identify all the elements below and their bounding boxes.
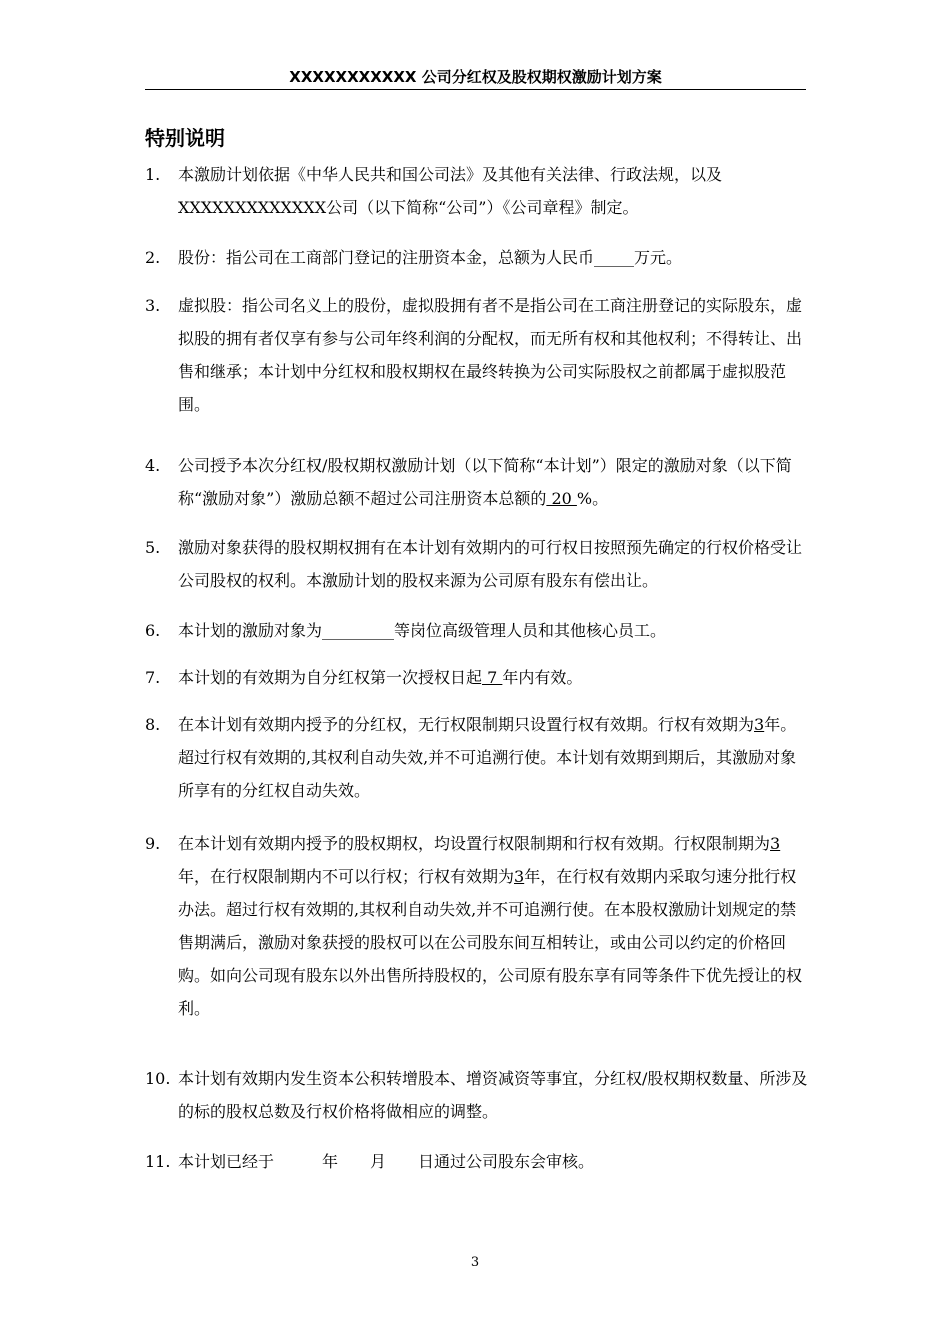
item-number: 7. bbox=[145, 668, 161, 687]
item-number: 2. bbox=[145, 248, 161, 267]
item-text: 等岗位高级管理人员和其他核心员工。 bbox=[394, 621, 667, 640]
page-header: XXXXXXXXXXX 公司分红权及股权期权激励计划方案 bbox=[289, 68, 662, 86]
filled-value: 3 bbox=[770, 834, 781, 853]
list-item-7 bbox=[145, 661, 810, 694]
item-number: 8. bbox=[145, 715, 161, 734]
filled-value: 20 bbox=[546, 489, 577, 508]
item-text: 在本计划有效期内授予的分红权，无行权限制期只设置行权有效期。行权有效期为 bbox=[178, 715, 755, 734]
item-text: 虚拟股：指公司名义上的股份，虚拟股拥有者不是指公司在工商注册登记的实际股东，虚拟股的拥有者仅享有参与公司年终利润的分配权，而无所有权和其他权利；不得转让、出售和继承；本计划中分红权和股权期权在最终转换为公司实际股权之前都属于虚拟股范围。 bbox=[178, 296, 803, 414]
item-number: 6. bbox=[145, 621, 161, 640]
item-number: 1. bbox=[145, 165, 161, 184]
item-text: 年。超过行权有效期的,其权利自动失效,并不可追溯行使。本计划有效期到期后，其激励对象所享有的分红权自动失效。 bbox=[178, 715, 797, 800]
item-text: 本激励计划依据《中华人民共和国公司法》及其他有关法律、行政法规，以及 XXXXXXXXXXXXX公司（以下简称“公司”）《公司章程》制定。 bbox=[178, 165, 723, 217]
item-text: 年内有效。 bbox=[502, 668, 583, 687]
list-item-6 bbox=[145, 614, 810, 647]
filled-value: 3 bbox=[514, 867, 525, 886]
item-number: 4. bbox=[145, 456, 161, 475]
item-number: 5. bbox=[145, 538, 161, 557]
item-number: 10. bbox=[145, 1069, 171, 1088]
item-text: 本计划有效期内发生资本公积转增股本、增资减资等事宜，分红权/股权期权数量、所涉及的标的股权总数及行权价格将做相应的调整。 bbox=[178, 1069, 808, 1121]
item-number: 11. bbox=[145, 1152, 171, 1171]
fill-in-blank: _____ bbox=[594, 248, 635, 267]
filled-value: 7 bbox=[482, 668, 503, 687]
list-item-4 bbox=[145, 449, 810, 515]
item-text: 本计划的有效期为自分红权第一次授权日起 bbox=[178, 668, 483, 687]
list-item-2 bbox=[145, 241, 810, 274]
item-text: 年，在行权限制期内不可以行权；行权有效期为 bbox=[178, 867, 515, 886]
item-text: 在本计划有效期内授予的股权期权，均设置行权限制期和行权有效期。行权限制期为 bbox=[178, 834, 771, 853]
item-text: 股份：指公司在工商部门登记的注册资本金，总额为人民币 bbox=[178, 248, 595, 267]
item-number: 3. bbox=[145, 296, 161, 315]
header-rule bbox=[145, 89, 806, 90]
item-number: 9. bbox=[145, 834, 161, 853]
item-text: 激励对象获得的股权期权拥有在本计划有效期内的可行权日按照预先确定的行权价格受让公司股权的权利。本激励计划的股权来源为公司原有股东有偿出让。 bbox=[178, 538, 803, 590]
section-title: 特别说明 bbox=[145, 126, 225, 150]
item-text: 年，在行权有效期内采取匀速分批行权办法。超过行权有效期的,其权利自动失效,并不可追溯行使。在本股权激励计划规定的禁售期满后，激励对象获授的股权可以在公司股东间互相转让，或由公司以约定的价格回购。如向公司现有股东以外出售所持股权的，公司原有股东享有同等条件下优先授让的权利。 bbox=[178, 867, 803, 1018]
list-item-11 bbox=[145, 1145, 810, 1178]
filled-value: 3 bbox=[754, 715, 765, 734]
fill-in-blank: _________ bbox=[322, 621, 395, 640]
item-text: %。 bbox=[576, 489, 609, 508]
list-item-3 bbox=[145, 289, 810, 421]
list-item-9 bbox=[145, 827, 810, 1025]
item-text: 本计划已经于 年 月 日通过公司股东会审核。 bbox=[178, 1152, 595, 1171]
item-text: 公司授予本次分红权/股权期权激励计划（以下简称“本计划”）限定的激励对象（以下简称“激励对象”）激励总额不超过公司注册资本总额的 bbox=[178, 456, 792, 508]
page-number: 3 bbox=[470, 1255, 480, 1270]
list-item-1 bbox=[145, 158, 810, 224]
item-text: 本计划的激励对象为 bbox=[178, 621, 323, 640]
list-item-8 bbox=[145, 708, 810, 807]
list-item-5 bbox=[145, 531, 810, 597]
list-item-10 bbox=[145, 1062, 810, 1128]
item-text: 万元。 bbox=[634, 248, 683, 267]
